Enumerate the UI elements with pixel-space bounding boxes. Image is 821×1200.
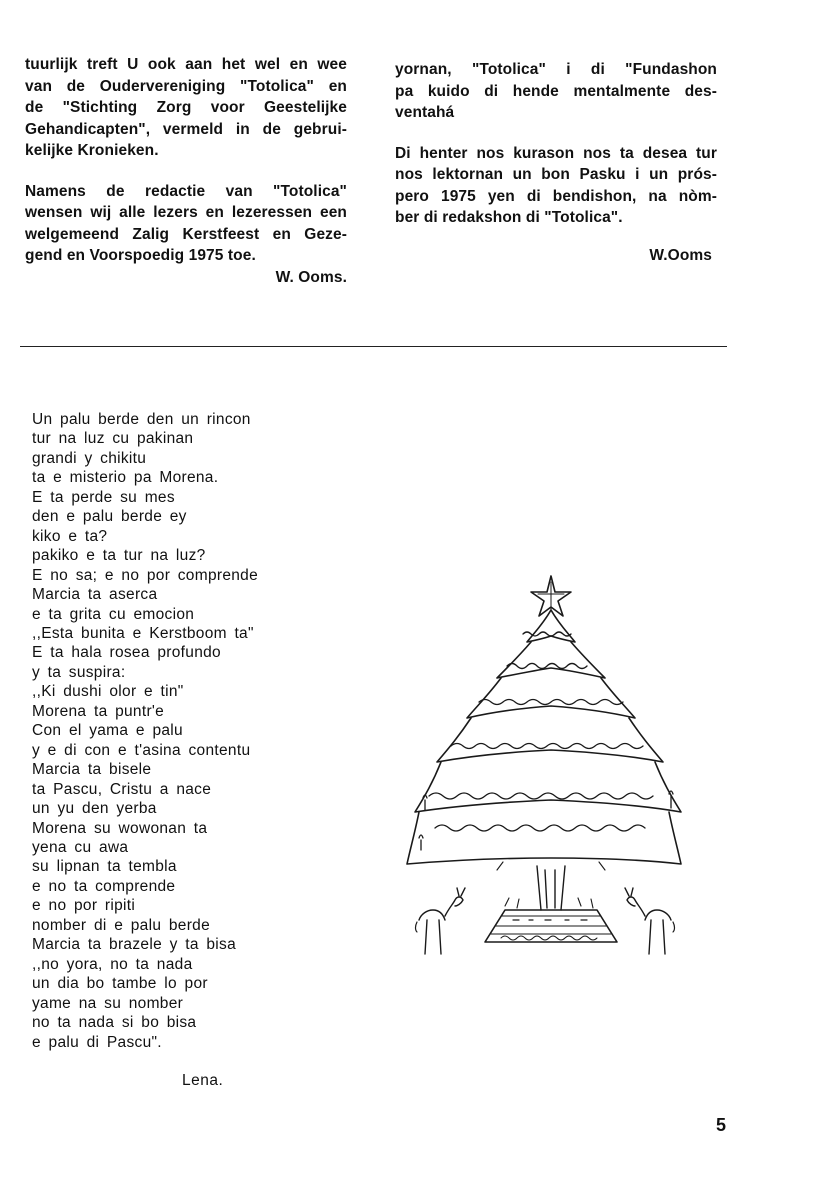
poem-line: Marcia ta bisele [32,761,152,779]
text-line: Di henter nos kurason nos ta desea tur [395,144,717,162]
poem-line: un dia bo tambe lo por [32,975,208,993]
poem-line: ,,Esta bunita e Kerstboom ta" [32,624,254,642]
text-line: ventahá [395,104,455,121]
poem-line: no ta nada si bo bisa [32,1014,197,1032]
poem-line: Un palu berde den un rincon [32,411,251,428]
poem-line: y e di con e t'asina contentu [32,741,251,759]
poem-line: pakiko e ta tur na luz? [32,547,206,565]
poem-line: E ta perde su mes [32,488,175,506]
poem-line: Marcia ta aserca [32,586,158,604]
signature: W.Ooms [649,246,712,264]
poem-line: e palu di Pascu". [32,1033,162,1051]
text-line: tuurlijk treft U ook aan het wel en wee [25,56,347,73]
right-column [395,59,717,266]
poem-line: Con el yama e palu [32,722,183,740]
poem-line: ta e misterio pa Morena. [32,469,219,487]
poem-line: yena cu awa [32,838,129,856]
signature: W. Ooms. [275,268,347,286]
poem-line: ,,Ki dushi olor e tin" [32,683,184,701]
text-line: Gehandicapten", vermeld in de gebrui- [25,120,347,138]
poem-line: ,,no yora, no ta nada [32,955,193,973]
text-line: welgemeend Zalig Kerstfeest en Geze- [25,225,347,243]
poem-line: ta Pascu, Cristu a nace [32,780,212,798]
poem-line: y ta suspira: [32,663,126,681]
poem-line: e no ta comprende [32,877,176,895]
text-line: van de Oudervereniging "Totolica" en [25,77,347,95]
poem-line: su lipnan ta tembla [32,858,177,876]
left-column [25,54,347,288]
text-line: kelijke Kronieken. [25,142,159,159]
text-line: nos lektornan un bon Pasku i un prós- [395,166,717,183]
poem-line: un yu den yerba [32,800,157,818]
poem-line: den e palu berde ey [32,508,187,526]
poem-line: E ta hala rosea profundo [32,644,221,662]
poem-line: e no por ripiti [32,897,136,915]
text-line: pero 1975 yen di bendishon, na nòm- [395,187,717,205]
poem-line: Morena su wowonan ta [32,819,208,837]
text-line: de "Stichting Zorg voor Geestelijke [25,99,347,116]
page-number: 5 [716,1115,727,1135]
poem-author: Lena. [182,1072,224,1089]
text-line: Namens de redactie van "Totolica" [25,182,347,200]
text-line: ber di redakshon di "Totolica". [395,209,623,226]
text-line: yornan, "Totolica" i di "Fundashon [395,61,717,78]
poem-line: Morena ta puntr'e [32,702,165,720]
text-line: pa kuido di hende mentalmente des- [395,82,717,100]
text-line: wensen wij alle lezers en lezeressen een [25,204,347,221]
poem-line: e ta grita cu emocion [32,605,195,623]
poem-line: grandi y chikitu [32,449,147,467]
poem-line: E no sa; e no por comprende [32,566,259,584]
poem-line: kiko e ta? [32,527,108,545]
poem [32,410,332,1052]
horizontal-divider [20,346,727,347]
poem-line: Marcia ta brazele y ta bisa [32,936,237,954]
poem-line: tur na luz cu pakinan [32,430,194,448]
poem-line: nomber di e palu berde [32,916,211,934]
christmas-tree-with-deer-icon [405,570,685,970]
poem-line: yame na su nomber [32,994,184,1012]
text-line: gend en Voorspoedig 1975 toe. [25,247,256,264]
